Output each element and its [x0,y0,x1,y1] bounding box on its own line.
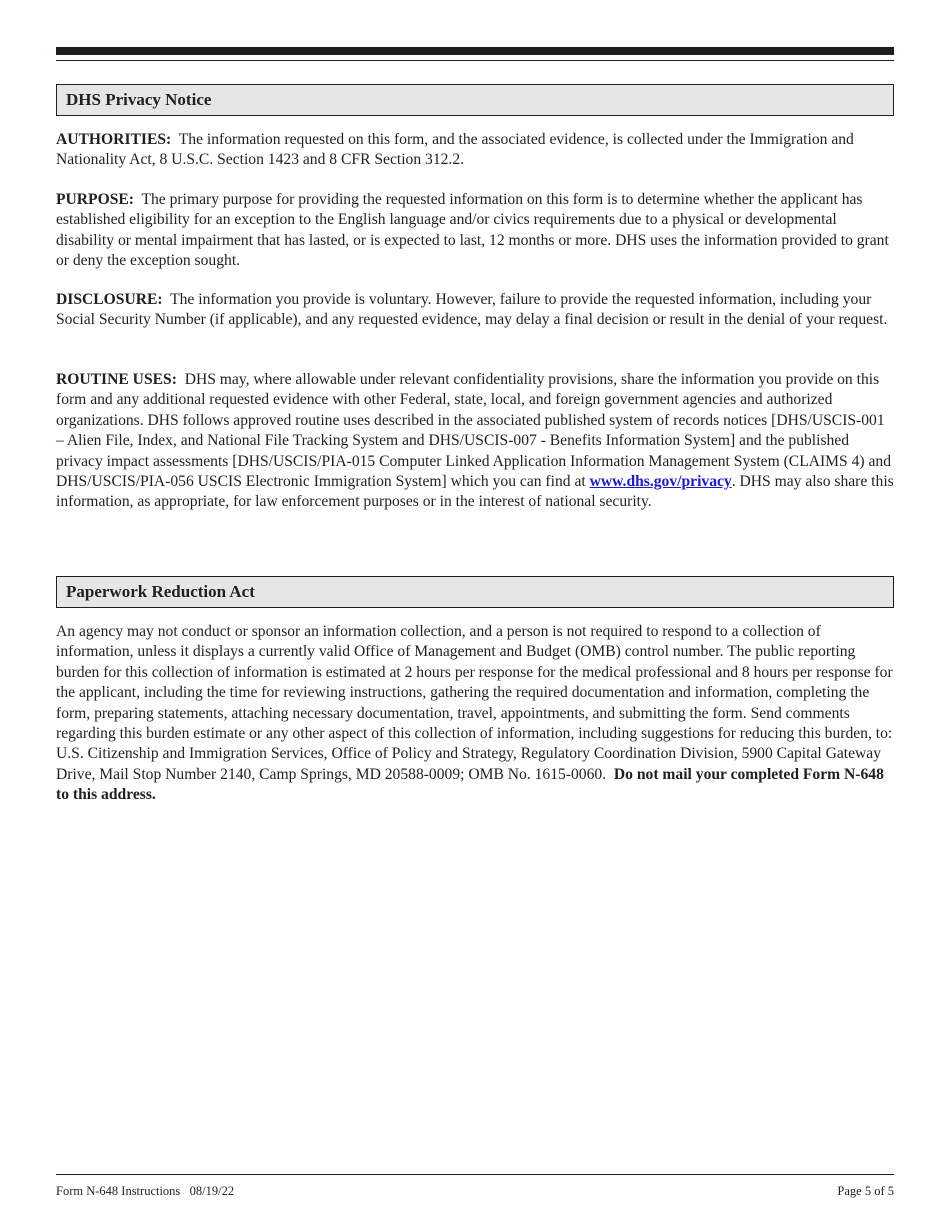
authorities-text: The information requested on this form, and the associated evidence, is collected under the Immigration and Nationality Act, 8 U.S.C. Section 1423 and 8 CFR Section 312.2. [56,131,854,169]
purpose-text: The primary purpose for providing the requested information on this form is to determine whether the applicant has established eligibility for an exception to the English language and/or civics requirements due to a physical or developmental disability or mental impairment that has lasted, or is expected to last, 12 months or more. DHS uses the information provided to grant or deny the exception sought. [56,191,889,270]
privacy-notice-title: DHS Privacy Notice [66,90,212,109]
paperwork-text: An agency may not conduct or sponsor an information collection, and a person is not required to respond to a collection of information, unless it displays a currently valid Office of Management and Budget (OMB) control number. The public reporting burden for this collection of information is estimated at 2 hours per response for the medical professional and 8 hours per response for the applicant, including the time for reviewing instructions, gathering the required documentation and information, completing the form, preparing statements, attaching necessary documentation, travel, appointments, and submitting the form. Send comments regarding this burden estimate or any other aspect of this collection of information, including suggestions for reducing this burden, to: U.S. Citizenship and Immigration Services, Office of Policy and Strategy, Regulatory Coordination Division, 5900 Capital Gateway Drive, Mail Stop Number 2140, Camp Springs, MD 20588-0009; OMB No. 1615-0060. [56,623,893,783]
routine-uses-text-end: . DHS may also share this information, as appropriate, for law enforcement purposes or in the interest of national security. [56,473,894,511]
dhs-privacy-link[interactable]: www.dhs.gov/privacy [589,473,732,491]
disclosure-text: The information you provide is voluntary. However, failure to provide the requested information, including your Social Security Number (if applicable), and any requested evidence, may delay a final decision or result in the denial of your request. [56,291,888,329]
routine-uses-label: ROUTINE USES: [56,371,177,388]
disclosure-paragraph [56,290,896,331]
footer-form-id: Form N-648 Instructions 08/19/22 [56,1184,235,1198]
authorities-label: AUTHORITIES: [56,131,172,148]
purpose-label: PURPOSE: [56,191,134,208]
top-thin-rule [56,60,894,61]
paperwork-act-header [56,576,894,608]
routine-uses-paragraph [56,370,896,513]
disclosure-label: DISCLOSURE: [56,291,163,308]
footer-page-number: Page 5 of 5 [837,1184,894,1198]
privacy-notice-header [56,84,894,116]
purpose-paragraph [56,190,896,272]
paperwork-act-title: Paperwork Reduction Act [66,582,255,601]
authorities-paragraph [56,130,896,171]
paperwork-bold-note: Do not mail your completed Form N-648 to this address. [56,765,884,804]
routine-uses-text: DHS may, where allowable under relevant confidentiality provisions, share the information you provide on this form and any additional requested evidence with other Federal, state, local, and foreign government agencies and authorized organizations. DHS follows approved routine uses described in the associated published system of records notices [DHS/USCIS-001 – Alien File, Index, and National File Tracking System and DHS/USCIS-007 - Benefits Information System] and the published privacy impact assessments [DHS/USCIS/PIA-015 Computer Linked Application Information Management System (CLAIMS 4) and DHS/USCIS/PIA-056 USCIS Electronic Immigration System] which you can find at [56,371,892,491]
paperwork-paragraph [56,622,896,806]
footer-rule [56,1174,894,1175]
top-thick-rule [56,47,894,55]
